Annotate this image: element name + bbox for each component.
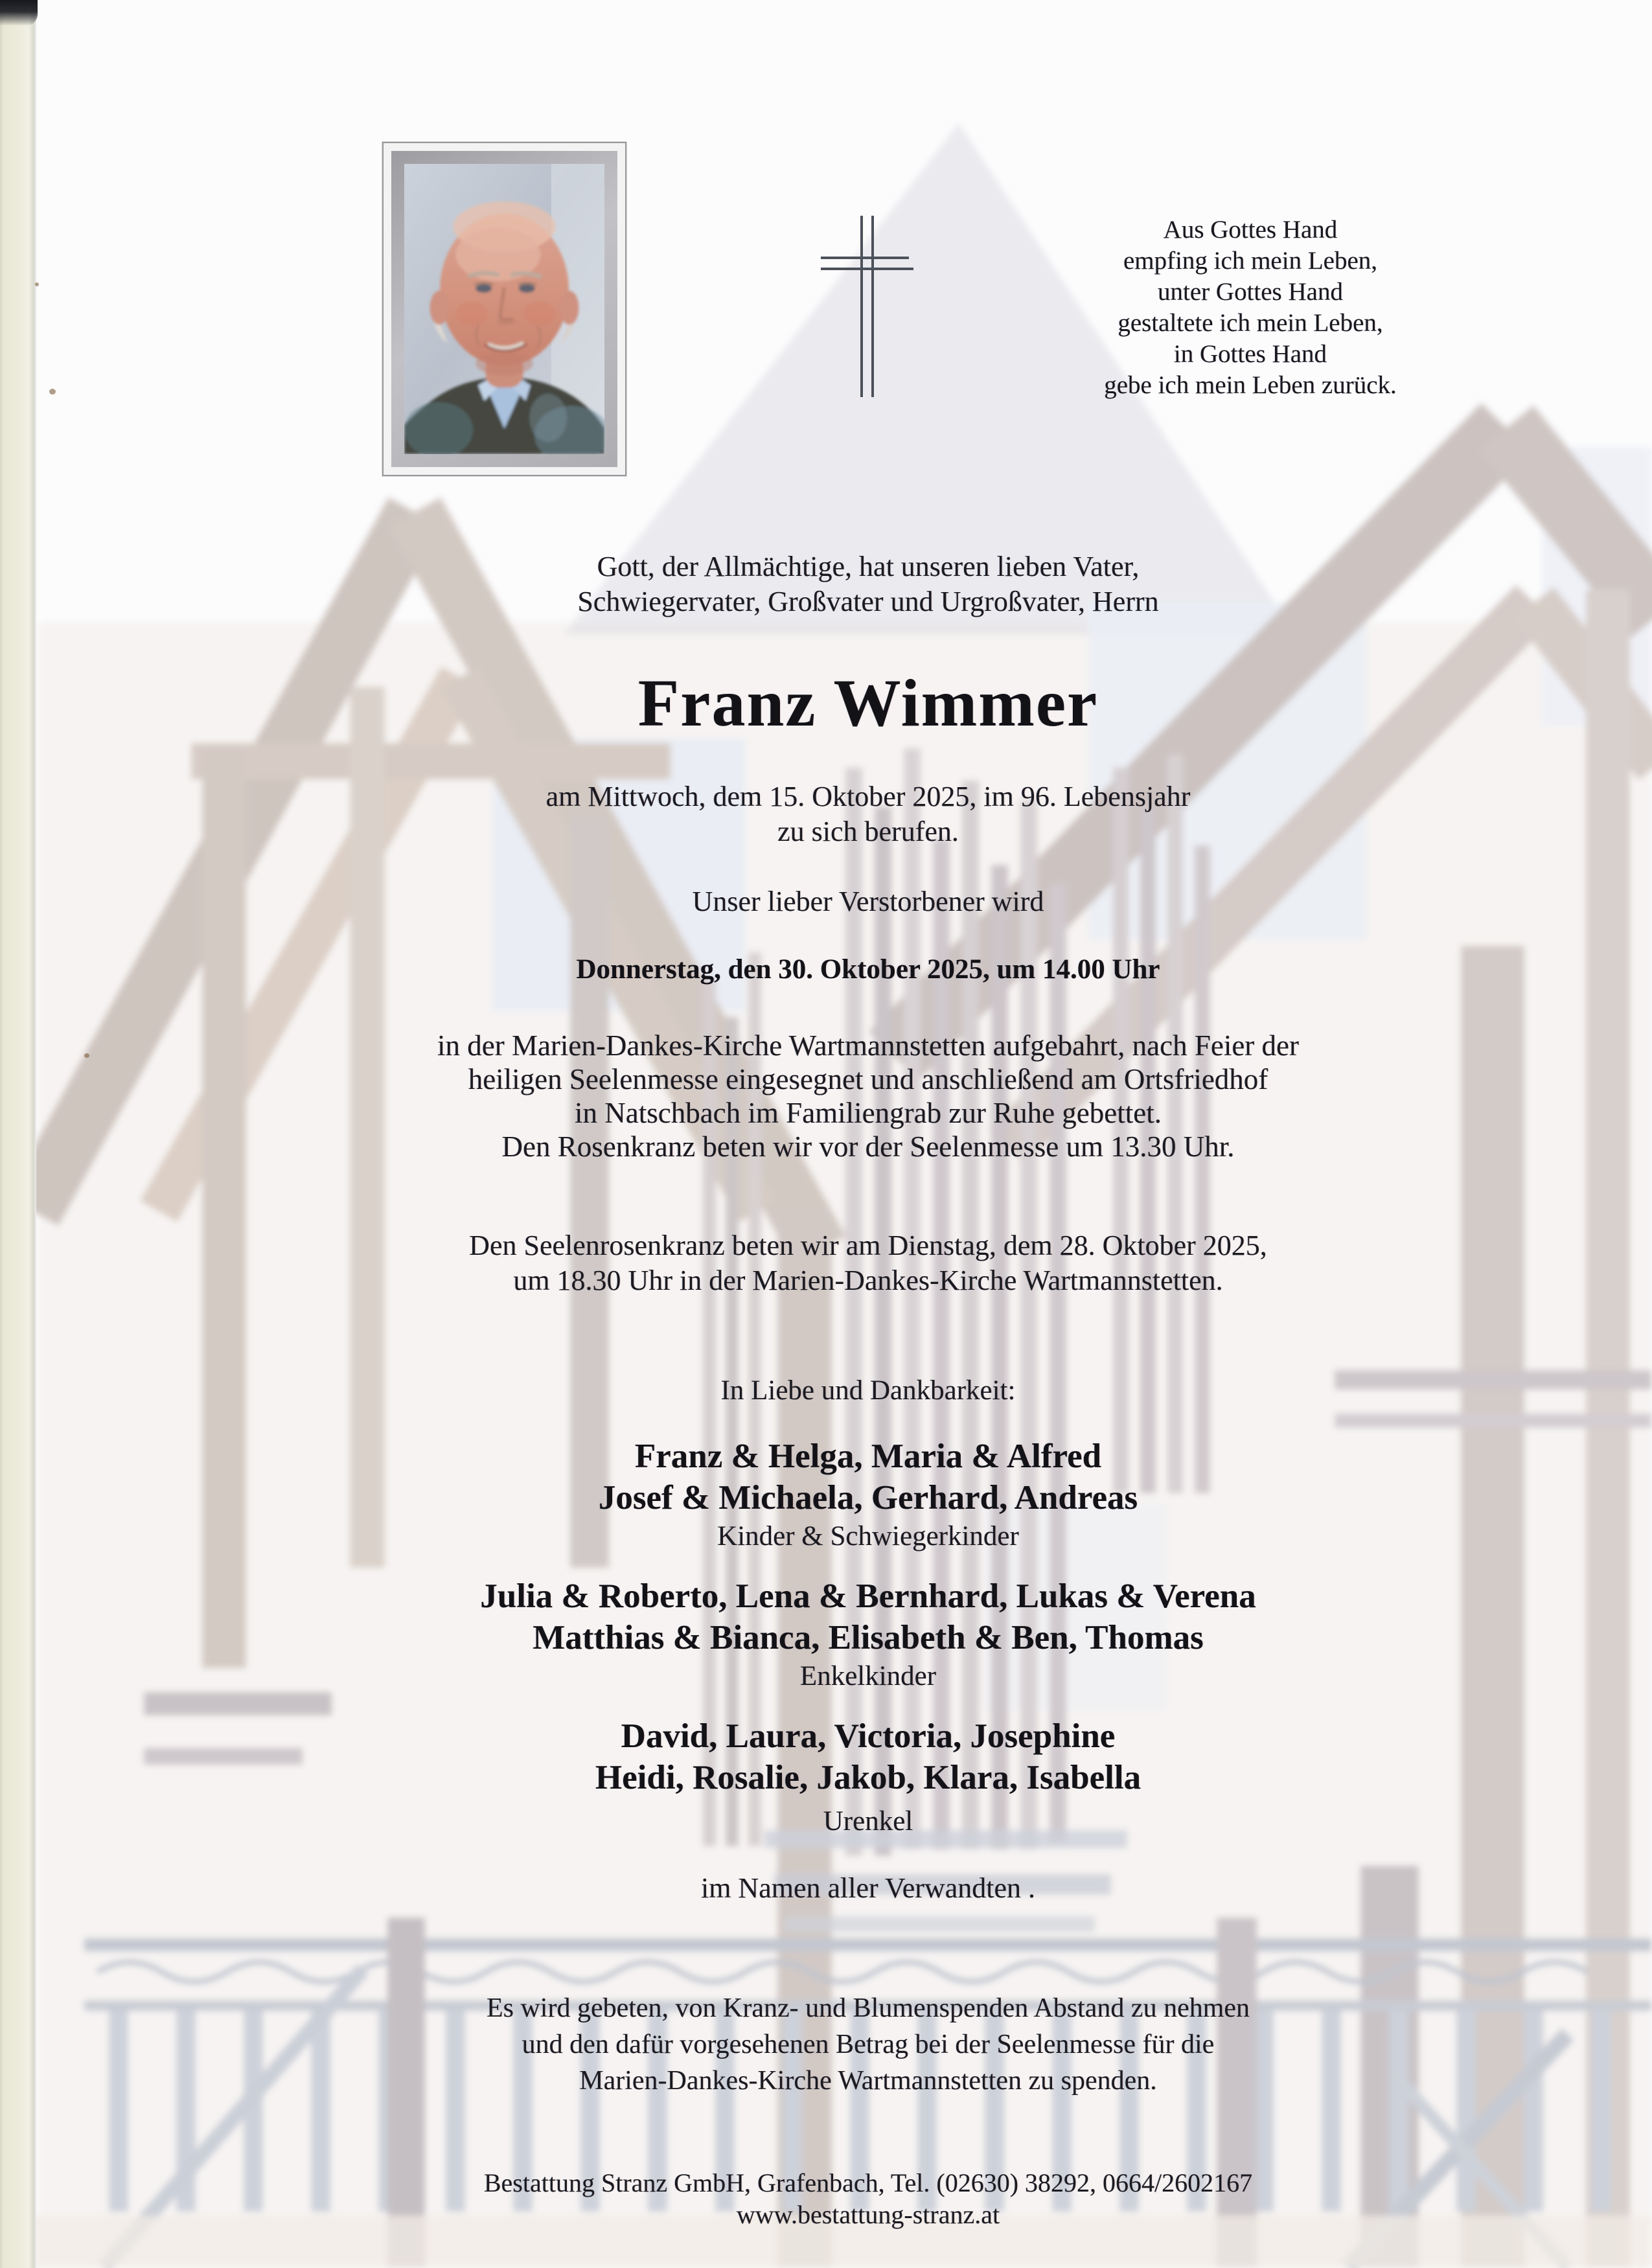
undertaker-footer xyxy=(91,2167,1646,2230)
undertaker-website: www.bestattung-stranz.at xyxy=(736,2200,1000,2229)
scan-speck xyxy=(35,282,39,286)
intro-line: Gott, der Allmächtige, hat unseren lieben Vater, xyxy=(597,551,1140,582)
poem-line: Aus Gottes Hand xyxy=(1163,216,1338,244)
children-names-line: Josef & Michaela, Gerhard, Andreas xyxy=(598,1479,1138,1517)
donation-line: Marien-Dankes-Kirche Wartmannstetten zu spenden. xyxy=(579,2066,1157,2096)
poem-block xyxy=(1043,214,1458,401)
scan-speck xyxy=(84,1053,89,1058)
announcement-lead: Unser lieber Verstorbener wird xyxy=(692,886,1044,917)
poem-line: empfing ich mein Leben, xyxy=(1123,247,1378,275)
children-names xyxy=(91,1436,1646,1518)
rosary-line: um 18.30 Uhr in der Marien-Dankes-Kirche Wartmannstetten. xyxy=(513,1265,1223,1296)
rosary-line: Den Seelenrosenkranz beten wir am Dienstag, dem 28. Oktober 2025, xyxy=(469,1230,1267,1261)
great-grandchildren-names xyxy=(91,1715,1646,1798)
children-label: Kinder & Schwiegerkinder xyxy=(717,1521,1019,1552)
portrait-photo-frame xyxy=(382,142,626,476)
gratitude-heading: In Liebe und Dankbarkeit: xyxy=(720,1375,1016,1406)
poem-line: gestaltete ich mein Leben, xyxy=(1118,309,1383,337)
portrait-photo xyxy=(404,164,604,454)
scan-corner-shadow xyxy=(0,0,38,26)
death-date-block xyxy=(91,779,1646,849)
donation-line: und den dafür vorgesehenen Betrag bei der Seelenmesse für die xyxy=(522,2030,1215,2059)
scan-speck xyxy=(49,389,56,395)
children-names-line: Franz & Helga, Maria & Alfred xyxy=(634,1438,1102,1475)
cross-icon xyxy=(818,214,915,402)
intro-block xyxy=(91,549,1646,619)
poem-line: gebe ich mein Leben zurück. xyxy=(1104,371,1397,399)
funeral-details-line: in der Marien-Dankes-Kirche Wartmannstetten aufgebahrt, nach Feier der xyxy=(437,1029,1299,1062)
rosary-block xyxy=(91,1228,1646,1298)
grandchildren-names-line: Julia & Roberto, Lena & Bernhard, Lukas & Verena xyxy=(480,1577,1256,1615)
funeral-details-line: in Natschbach im Familiengrab zur Ruhe gebettet. xyxy=(575,1097,1162,1129)
family-closing: im Namen aller Verwandten . xyxy=(700,1872,1035,1904)
donation-line: Es wird gebeten, von Kranz- und Blumenspenden Abstand zu nehmen xyxy=(486,1993,1250,2023)
poem-line: in Gottes Hand xyxy=(1173,340,1327,368)
grandchildren-names-line: Matthias & Bianca, Elisabeth & Ben, Thomas xyxy=(533,1619,1204,1656)
death-date-line: zu sich berufen. xyxy=(777,816,959,847)
funeral-details-line: Den Rosenkranz beten wir vor der Seelenmesse um 13.30 Uhr. xyxy=(501,1130,1235,1163)
poem-line: unter Gottes Hand xyxy=(1158,278,1343,306)
portrait-photo-mat xyxy=(391,151,617,467)
undertaker-contact: Bestattung Stranz GmbH, Grafenbach, Tel. (02630) 38292, 0664/2602167 xyxy=(483,2168,1253,2197)
deceased-name: Franz Wimmer xyxy=(637,666,1099,740)
donation-block xyxy=(91,1990,1646,2099)
intro-line: Schwiegervater, Großvater und Urgroßvater, Herrn xyxy=(577,586,1159,617)
great-grandchildren-names-line: David, Laura, Victoria, Josephine xyxy=(621,1717,1116,1755)
funeral-details-line: heiligen Seelenmesse eingesegnet und anschließend am Ortsfriedhof xyxy=(468,1063,1268,1095)
grandchildren-names xyxy=(91,1575,1646,1658)
funeral-details-block xyxy=(91,1029,1646,1163)
death-date-line: am Mittwoch, dem 15. Oktober 2025, im 96. Lebensjahr xyxy=(545,781,1191,812)
grandchildren-label: Enkelkinder xyxy=(799,1661,937,1691)
funeral-datetime: Donnerstag, den 30. Oktober 2025, um 14.00 Uhr xyxy=(576,954,1160,985)
great-grandchildren-names-line: Heidi, Rosalie, Jakob, Klara, Isabella xyxy=(595,1759,1141,1796)
scan-edge-strip xyxy=(0,0,36,2268)
great-grandchildren-label: Urenkel xyxy=(823,1806,913,1837)
